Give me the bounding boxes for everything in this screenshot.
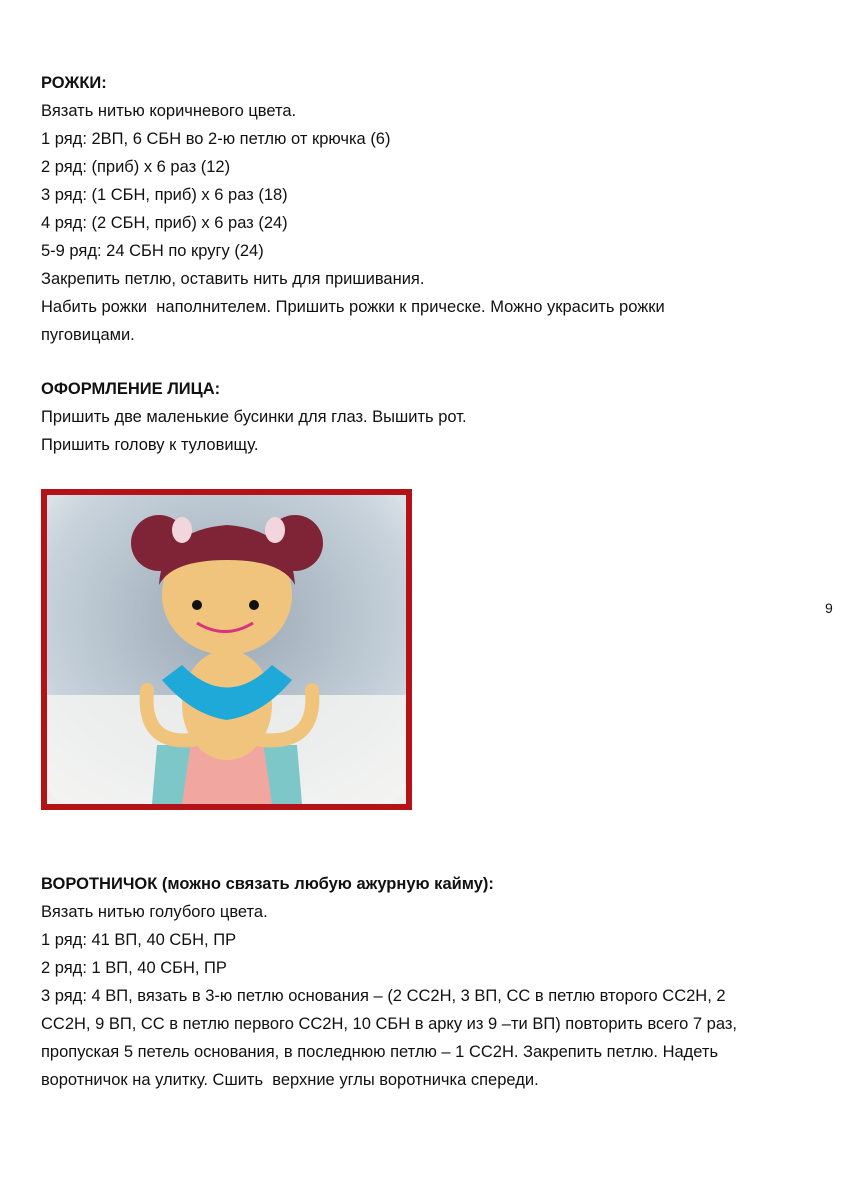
text-line: СС2Н, 9 ВП, СС в петлю первого СС2Н, 10 СБН в арку из 9 –ти ВП) повторить всего 7 раз, xyxy=(41,1015,737,1033)
doll-photo xyxy=(41,489,412,810)
doll-illustration xyxy=(47,495,406,804)
text-line: 3 ряд: 4 ВП, вязать в 3-ю петлю основания – (2 СС2Н, 3 ВП, СС в петлю второго СС2Н, 2 xyxy=(41,987,726,1005)
text-line: воротничок на улитку. Сшить верхние углы воротничка спереди. xyxy=(41,1071,539,1089)
doll-eye-left xyxy=(192,600,202,610)
doll-photo-image xyxy=(47,495,406,804)
text-line: Набить рожки наполнителем. Пришить рожки к прическе. Можно украсить рожки xyxy=(41,298,665,316)
text-line: 2 ряд: (приб) х 6 раз (12) xyxy=(41,158,231,176)
text-line: пуговицами. xyxy=(41,326,135,344)
text-line: 4 ряд: (2 СБН, приб) х 6 раз (24) xyxy=(41,214,288,232)
text-line: Вязать нитью голубого цвета. xyxy=(41,903,268,921)
section-heading: РОЖКИ: xyxy=(41,74,107,92)
section-horns xyxy=(41,69,801,349)
text-line: 2 ряд: 1 ВП, 40 СБН, ПР xyxy=(41,959,227,977)
section-heading: ВОРОТНИЧОК (можно связать любую ажурную кайму): xyxy=(41,875,494,893)
doll-eye-right xyxy=(249,600,259,610)
text-line: Пришить голову к туловищу. xyxy=(41,436,259,454)
doll-button-right xyxy=(265,517,285,543)
section-face xyxy=(41,375,801,459)
doll-button-left xyxy=(172,517,192,543)
section-collar xyxy=(41,870,801,1094)
section-heading: ОФОРМЛЕНИЕ ЛИЦА: xyxy=(41,380,221,398)
text-line: Вязать нитью коричневого цвета. xyxy=(41,102,297,120)
text-line: пропуская 5 петель основания, в последнюю петлю – 1 СС2Н. Закрепить петлю. Надеть xyxy=(41,1043,719,1061)
text-line: 1 ряд: 2ВП, 6 СБН во 2-ю петлю от крючка (6) xyxy=(41,130,391,148)
page-number: 9 xyxy=(825,600,833,616)
text-line: Пришить две маленькие бусинки для глаз. Вышить рот. xyxy=(41,408,467,426)
text-line: 5-9 ряд: 24 СБН по кругу (24) xyxy=(41,242,264,260)
text-line: 1 ряд: 41 ВП, 40 СБН, ПР xyxy=(41,931,237,949)
text-line: Закрепить петлю, оставить нить для пришивания. xyxy=(41,270,425,288)
text-line: 3 ряд: (1 СБН, приб) х 6 раз (18) xyxy=(41,186,288,204)
